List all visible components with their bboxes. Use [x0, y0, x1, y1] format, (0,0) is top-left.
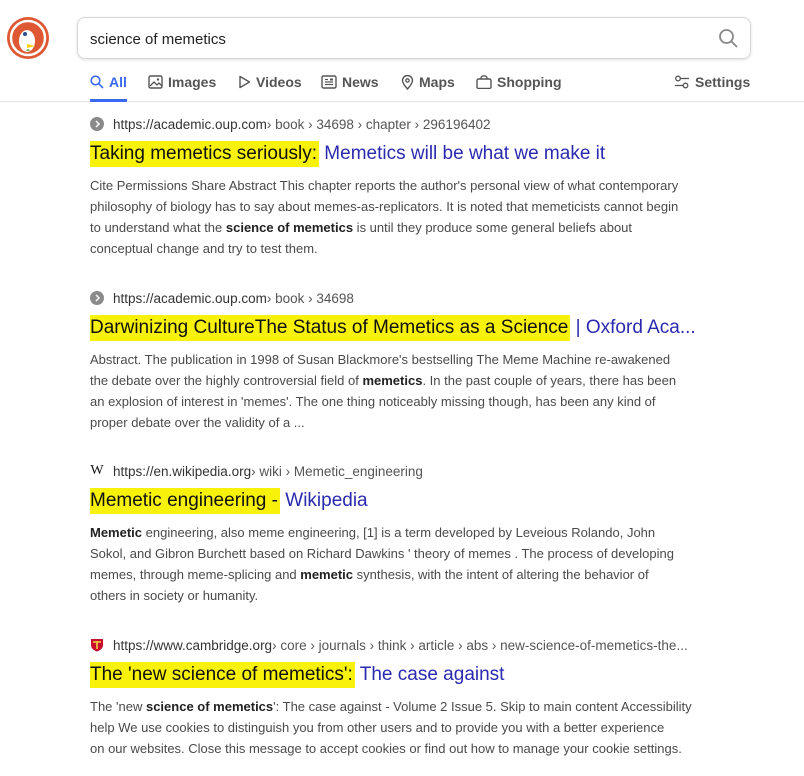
snippet-text: ': The case against - Volume 2 Issue 5. Skip to main content Accessibility [273, 699, 692, 714]
search-result [90, 115, 750, 259]
snippet-text: Cite Permissions Share Abstract This chapter reports the author's personal view of what contemporary [90, 178, 679, 193]
snippet-text: help We use cookies to distinguish you from other users and to provide you with a better experience [90, 720, 665, 735]
highlighted-title[interactable]: Taking memetics seriously: [90, 141, 319, 167]
map-pin-icon [401, 75, 414, 90]
snippet-text: Abstract. The publication in 1998 of Susan Blackmore's bestselling The Meme Machine re-awakened [90, 352, 671, 367]
shopping-bag-icon [476, 75, 492, 89]
globe-icon [90, 291, 104, 305]
title-rest[interactable]: | Oxford Aca... [570, 317, 696, 338]
title-rest[interactable]: Wikipedia [279, 490, 368, 511]
tab-maps[interactable] [401, 74, 455, 102]
result-snippet [90, 696, 750, 759]
cambridge-shield-icon [90, 638, 104, 652]
snippet-text: others in society or humanity. [90, 588, 259, 603]
settings-label: Settings [695, 74, 751, 90]
tab-label: Maps [419, 74, 455, 90]
result-url[interactable] [90, 115, 750, 133]
snippet-bold: memetics [362, 373, 423, 388]
search-icon [90, 75, 104, 89]
play-icon [238, 75, 251, 89]
snippet-text: an explosion of interest in 'memes'. The one thing noticeably missing though, has been any kind of [90, 394, 656, 409]
result-title[interactable] [90, 315, 750, 341]
tab-news[interactable] [321, 74, 379, 102]
title-rest[interactable]: Memetics will be what we make it [319, 143, 606, 164]
snippet-text: proper debate over the validity of a ... [90, 415, 305, 430]
highlighted-title[interactable]: Memetic engineering - [90, 488, 280, 514]
snippet-bold: memetic [300, 567, 354, 582]
tab-label: Videos [256, 74, 302, 90]
search-input[interactable] [88, 18, 692, 60]
result-path: › wiki › Memetic_engineering [251, 463, 423, 479]
settings-sliders-icon [674, 75, 690, 89]
wikipedia-icon: W [90, 463, 104, 478]
settings-button[interactable] [674, 74, 750, 102]
search-result [90, 462, 750, 606]
result-snippet [90, 522, 750, 606]
tab-label: Images [168, 74, 217, 90]
snippet-text: philosophy of biology has to say about memes-as-replicators. It is noted that memeticists cannot begin [90, 199, 679, 214]
snippet-text: Sokol, and Gibron Burchett based on Richard Dawkins ' theory of memes . The process of developing [90, 546, 674, 561]
snippet-text: to understand what the [90, 220, 226, 235]
globe-icon [90, 117, 104, 131]
snippet-text: The 'new [90, 699, 146, 714]
snippet-text: on our websites. Close this message to accept cookies or find out how to manage your cookie settings. [90, 741, 682, 756]
tab-images[interactable] [148, 74, 216, 102]
search-result [90, 636, 750, 759]
snippet-bold: Memetic [90, 525, 143, 540]
tab-label: News [342, 74, 379, 90]
result-path: › book › 34698 [266, 290, 354, 306]
result-title[interactable] [90, 141, 750, 167]
result-url[interactable] [90, 289, 750, 307]
snippet-text: synthesis, with the intent of altering the behavior of [353, 567, 649, 582]
snippet-bold: science of memetics [225, 220, 354, 235]
snippet-text: is until they produce some general beliefs about [353, 220, 633, 235]
result-title[interactable] [90, 662, 750, 688]
search-tabs [0, 60, 804, 102]
result-host: https://www.cambridge.org [113, 637, 273, 653]
snippet-text: memes, through meme-splicing and [90, 567, 301, 582]
result-title[interactable] [90, 488, 750, 514]
snippet-text: the debate over the highly controversial field of [90, 373, 363, 388]
result-path: › book › 34698 › chapter › 296196402 [266, 116, 491, 132]
result-path: › core › journals › think › article › abs › new-science-of-memetics-the... [272, 637, 688, 653]
result-host: https://academic.oup.com [113, 290, 267, 306]
tab-label: Shopping [497, 74, 562, 90]
duck-icon [7, 17, 49, 59]
highlighted-title[interactable]: The 'new science of memetics': [90, 662, 355, 688]
snippet-text: engineering, also meme engineering, [1] is a term developed by Leveious Rolando, John [142, 525, 656, 540]
image-icon [148, 75, 163, 89]
search-result [90, 289, 750, 433]
tab-label: All [109, 74, 127, 90]
duckduckgo-logo[interactable] [7, 17, 49, 59]
tab-all[interactable] [90, 74, 127, 102]
search-box[interactable] [77, 17, 751, 59]
search-icon[interactable] [718, 28, 738, 53]
tab-videos[interactable] [238, 74, 302, 102]
snippet-text: conceptual change and try to test them. [90, 241, 318, 256]
snippet-text: . In the past couple of years, there has been [422, 373, 677, 388]
result-snippet [90, 349, 750, 433]
result-url[interactable] [90, 462, 750, 480]
result-url[interactable] [90, 636, 750, 654]
tab-shopping[interactable] [476, 74, 562, 102]
result-host: https://en.wikipedia.org [113, 463, 252, 479]
title-rest[interactable]: The case against [354, 664, 505, 685]
result-host: https://academic.oup.com [113, 116, 267, 132]
result-snippet [90, 175, 750, 259]
newspaper-icon [321, 75, 337, 89]
highlighted-title[interactable]: Darwinizing CultureThe Status of Memetics as a Science [90, 315, 570, 341]
snippet-bold: science of memetics [145, 699, 274, 714]
